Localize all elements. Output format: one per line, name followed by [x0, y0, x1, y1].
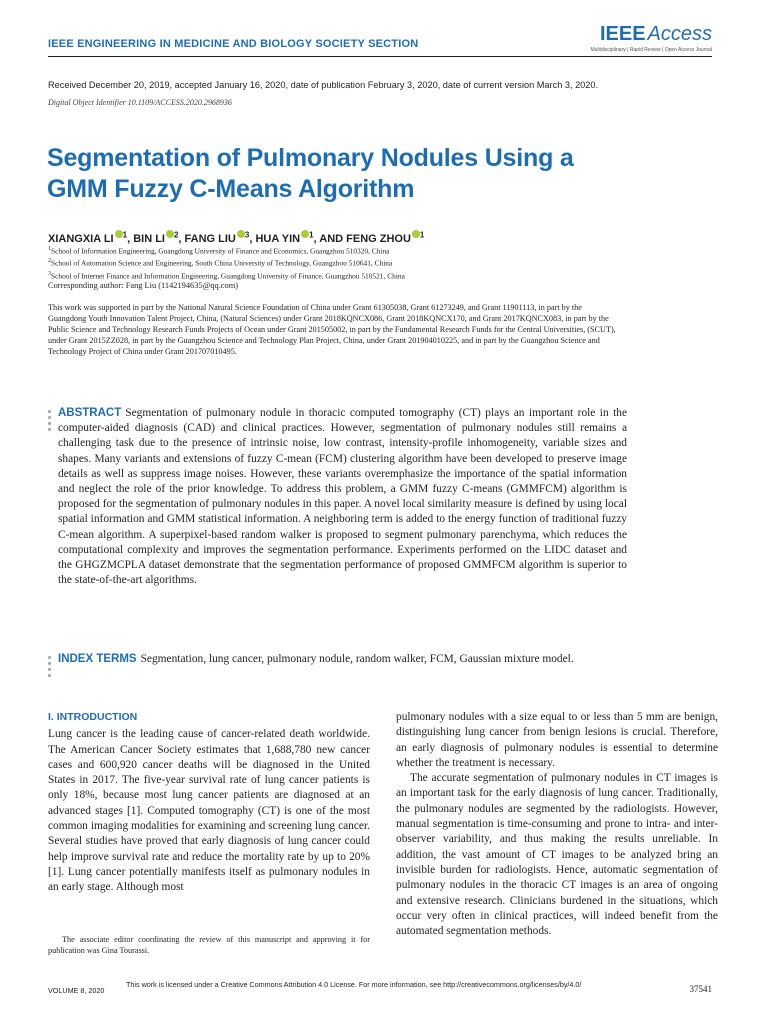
editor-footnote: The associate editor coordinating the review of this manuscript and approving it for publication was Gina Tourassi. — [48, 935, 370, 955]
index-terms-label: INDEX TERMS — [58, 653, 137, 665]
footer-license: This work is licensed under a Creative Commons Attribution 4.0 License. For more information, see http://creativecommons.org/licenses/by/4.0/ — [126, 980, 582, 989]
author-name: FENG ZHOU — [346, 233, 411, 245]
journal-section-label: IEEE ENGINEERING IN MEDICINE AND BIOLOGY SOCIETY SECTION — [48, 38, 419, 50]
affiliation-line — [48, 256, 405, 268]
author-list — [48, 230, 424, 245]
author-name: HUA YIN — [255, 233, 301, 245]
author-affil-sup: 1 — [309, 230, 314, 240]
author-affil-sup: 1 — [122, 230, 128, 240]
orcid-icon[interactable] — [115, 230, 123, 238]
index-terms-text: Segmentation, lung cancer, pulmonary nodule, random walker, FCM, Gaussian mixture model. — [140, 653, 574, 665]
corresponding-author: Corresponding author: Fang Liu (1142194635@qq.com) — [48, 281, 238, 290]
ieee-access-logo — [590, 24, 712, 53]
author-name: FANG LIU — [184, 233, 236, 245]
header-rule — [48, 56, 712, 57]
logo-tagline: Multidisciplinary | Rapid Review | Open Access Journal — [590, 47, 712, 53]
right-column — [396, 710, 718, 939]
orcid-icon[interactable] — [237, 230, 245, 238]
received-dates: Received December 20, 2019, accepted January 16, 2020, date of publication February 3, 2020, date of current version March 3, 2020. — [48, 80, 599, 90]
author-separator: , AND — [313, 233, 347, 245]
intro-paragraph: pulmonary nodules with a size equal to or less than 5 mm are benign, distinguishing lung cancer from benign lesions is crucial. Therefore, an early diagnosis of pulmonary nodules is essential to determine whether the treatment is necessary. — [396, 711, 718, 769]
affiliation-text: School of Information Engineering, Guangdong University of Finance and Economics, Guangzhou 510320, China — [51, 246, 390, 256]
author-separator: , — [127, 233, 134, 245]
title-line-1: Segmentation of Pulmonary Nodules Using a — [47, 144, 574, 172]
abstract — [58, 406, 627, 588]
author-affil-sup: 1 — [419, 230, 425, 240]
funding-statement: This work was supported in part by the National Natural Science Foundation of China under Grant 61305038, Grant 61273249, and Grant 11901113, in part by the Guangdong Youth Innovation Talent Project, China, (Natural Sciences) under Grant 2018KQNCX086, Grant 2018KQNCX170, and Grant 2017KQNCX083, in part by the Public Science and Technology Research Funds Projects of Ocean under Grant 201505002, in part by the Fundamental Research Funds for the Central Universities, (SCUT), under Grant 2015ZZ028, in part by the Guangzhou Science and Technology Plan Project, China, under Grant 201904010225, and in part by the Guangzhou Science and Technology Project of China under Grant 201707010495. — [48, 303, 616, 357]
author-affil-sup: 2 — [173, 230, 179, 240]
section-heading-introduction: I. INTRODUCTION — [48, 711, 138, 723]
author-name: XIANGXIA LI — [48, 233, 114, 245]
author-separator: , — [249, 233, 256, 245]
affiliations — [48, 244, 405, 281]
abstract-text: Segmentation of pulmonary nodule in thoracic computed tomography (CT) plays an important role in the computer-aided diagnosis (CAD) and clinical practices. However, segmentation of pulmonary nodules still remains a challenging task due to the presence of intrinsic noise, low contrast, intensity-profile inhomogeneity, variable sizes and shapes. Many variants and extensions of fuzzy C-mean (FCM) clustering algorithm have been developed to preserve image details as well as suppress image noises. However, these variants overemphasize the importance of the spatial information and neglect the role of the prior knowledge. To address this problem, a GMM fuzzy C-means (GMMFCM) algorithm is proposed for the segmentation of pulmonary nodules in this paper. A novel local similarity measure is defined by using local spatial information and GMM statistical information. A neighboring term is added to the energy function of traditional fuzzy C-mean algorithm. A superpixel-based random walker is proposed to segment pulmonary parenchyma, which reduces the computational complexity and improves the segmentation performance. Experiments performed on the LIDC dataset and the GHGZMCPLA dataset demonstrate that the segmentation performance of proposed GMMFCM algorithm is superior to the state-of-the-art algorithms. — [58, 407, 627, 587]
orcid-icon[interactable] — [166, 230, 174, 238]
abstract-label: ABSTRACT — [58, 407, 122, 419]
orcid-icon[interactable] — [412, 230, 420, 238]
title-line-2: GMM Fuzzy C-Means Algorithm — [47, 175, 415, 203]
affiliation-line — [48, 269, 405, 281]
intro-paragraph: The accurate segmentation of pulmonary nodules in CT images is an important task for the early diagnosis of lung cancer. Traditionally, the pulmonary nodules are segmented by the radiologists. However, manual segmentation is time-consuming and prone to intra- and inter-observer variability, and thus making the results unreliable. In addition, the vast amount of CT images to be analyzed bring an invisible burden for radiologists. Hence, automatic segmentation of pulmonary nodules in the thoracic CT images is an area of ongoing and extensive research. Clinicians burdened in the situations, which occur very often in clinical practices, will indeed benefit from the automated segmentation methods. — [396, 772, 718, 938]
logo-ieee-text: IEEE — [599, 23, 646, 45]
logo-access-text: Access — [647, 23, 712, 45]
index-terms — [58, 652, 627, 667]
author-affil-sup: 3 — [244, 230, 250, 240]
affiliation-sup: 1 — [48, 246, 51, 252]
doi-line: Digital Object Identifier 10.1109/ACCESS.2020.2968936 — [48, 98, 232, 107]
page-number: 37541 — [689, 984, 712, 994]
affiliation-sup: 3 — [48, 270, 51, 277]
author-separator: , — [178, 233, 185, 245]
affiliation-line — [48, 244, 405, 256]
orcid-icon[interactable] — [301, 230, 309, 238]
left-column — [48, 710, 370, 896]
abstract-dots-icon — [48, 410, 51, 434]
paper-title — [47, 143, 667, 205]
affiliation-sup: 2 — [48, 258, 51, 265]
intro-paragraph: Lung cancer is the leading cause of cancer-related death worldwide. The American Cancer Society estimates that 1,688,780 new cancer cases and 600,920 cancer deaths will be diagnosed in the United States in 2017. The five-year survival rate of lung cancer patients is only 18%, because most lung cancer patients are diagnosed at an advanced stages [1]. Computed tomography (CT) is one of the most common imaging modalities for examining and screening lung cancer. Several studies have proved that early diagnosis of lung cancer could help improve survival rate and reduce the mortality rate by up to 20% [1]. Lung cancer potentially manifests itself as pulmonary nodules in an early stage. Although most — [48, 728, 370, 894]
affiliation-text: School of Internet Finance and Information Engineering, Guangdong University of Finance, Guangzhou 510521, China — [51, 271, 405, 281]
author-name: BIN LI — [133, 233, 165, 245]
affiliation-text: School of Automation Science and Engineering, South China University of Technology, Guangzhou 510641, China — [51, 258, 393, 268]
index-terms-dots-icon — [48, 656, 51, 680]
footer-volume: VOLUME 8, 2020 — [48, 986, 105, 995]
